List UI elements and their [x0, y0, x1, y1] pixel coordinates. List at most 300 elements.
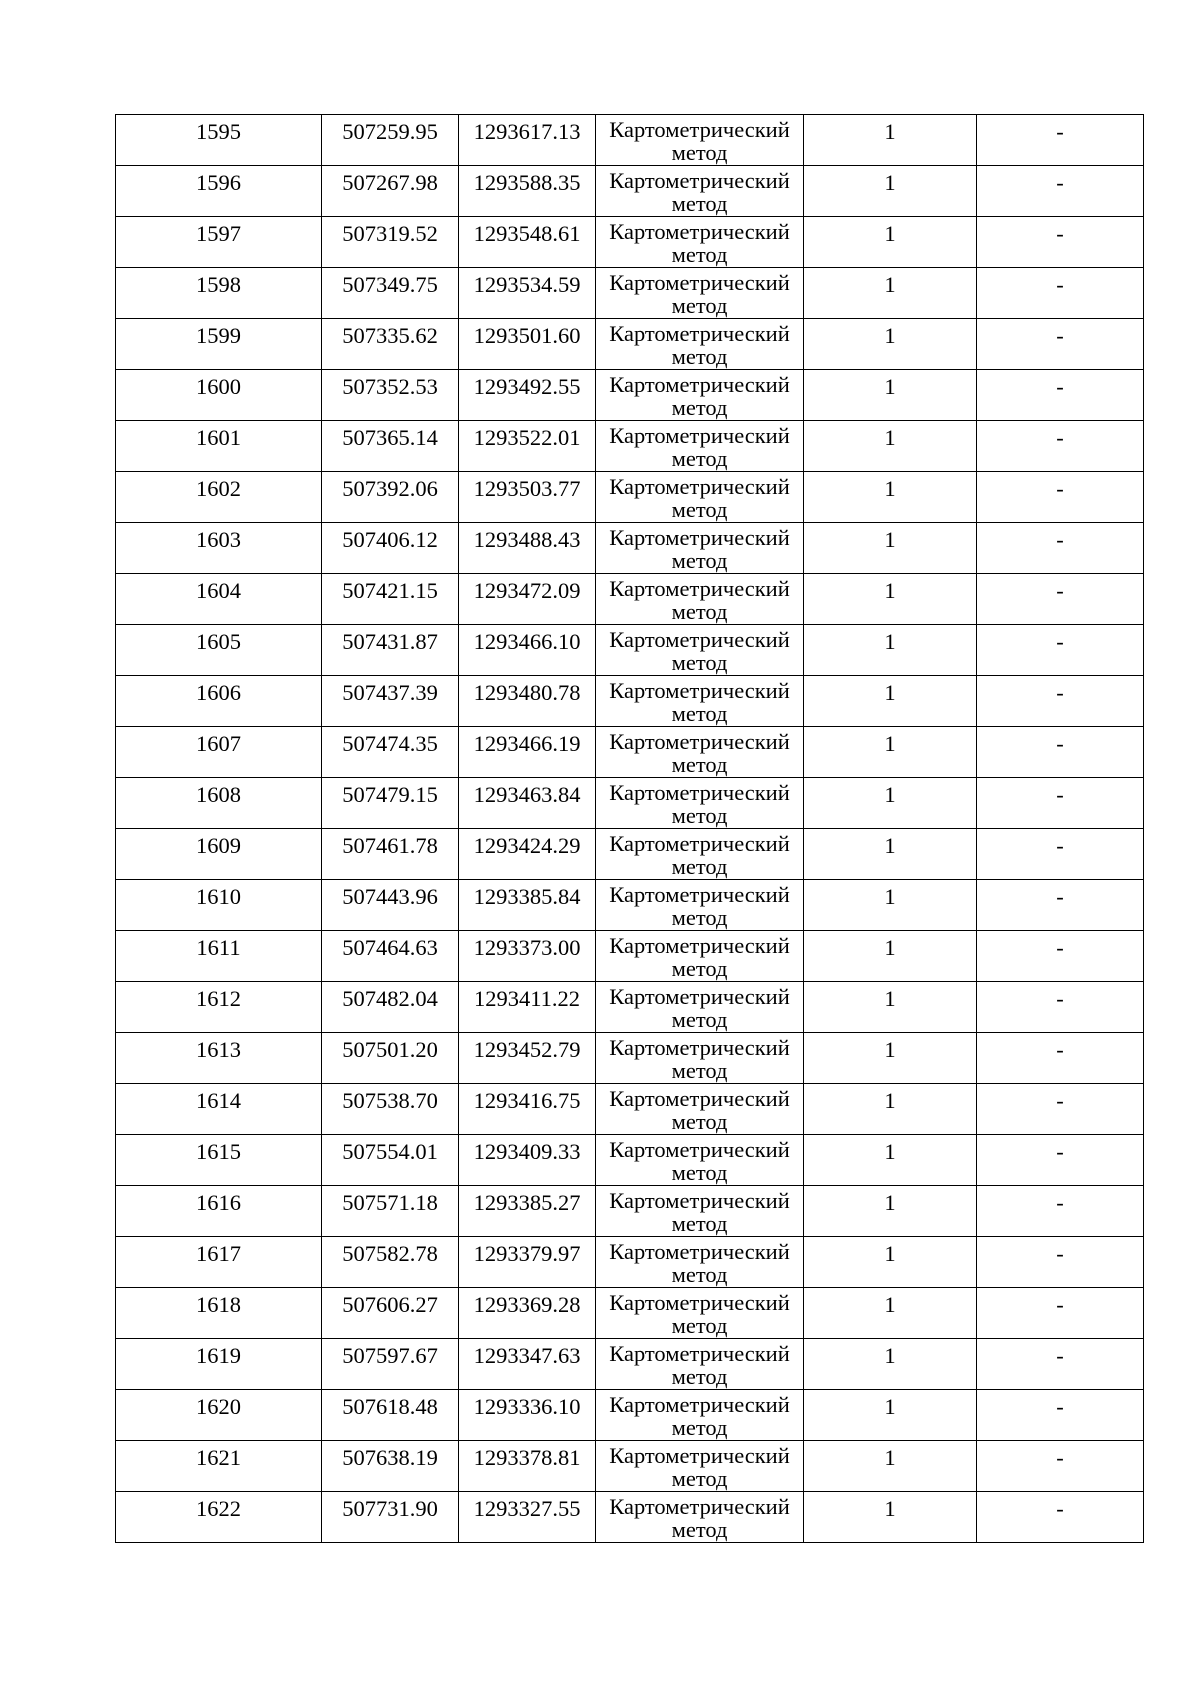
y-coordinate-text: 1293522.01 — [473, 425, 581, 450]
method-text — [596, 1441, 803, 1491]
accuracy-text: 1 — [884, 680, 896, 705]
method-cell — [596, 778, 804, 829]
method-line-1: Картометрический — [609, 525, 790, 550]
point-number-cell — [116, 166, 322, 217]
accuracy-cell — [804, 625, 977, 676]
note-cell — [977, 778, 1144, 829]
y-coordinate-text: 1293411.22 — [473, 986, 581, 1011]
accuracy-cell — [804, 166, 977, 217]
point-number-text: 1595 — [196, 119, 241, 144]
method-text — [596, 217, 803, 267]
method-line-2: метод — [671, 1517, 728, 1542]
note-text: - — [1056, 578, 1064, 603]
x-coordinate-cell — [322, 217, 459, 268]
accuracy-text: 1 — [884, 1088, 896, 1113]
point-number-cell — [116, 268, 322, 319]
accuracy-cell — [804, 574, 977, 625]
y-coordinate-text: 1293379.97 — [473, 1241, 581, 1266]
y-coordinate-cell — [459, 931, 596, 982]
note-cell — [977, 166, 1144, 217]
note-cell — [977, 472, 1144, 523]
method-text — [596, 1135, 803, 1185]
method-cell — [596, 1135, 804, 1186]
accuracy-text: 1 — [884, 1037, 896, 1062]
table-row — [116, 472, 1144, 523]
y-coordinate-text: 1293347.63 — [473, 1343, 581, 1368]
table-row — [116, 1084, 1144, 1135]
x-coordinate-text: 507538.70 — [342, 1088, 438, 1113]
table-row — [116, 370, 1144, 421]
note-cell — [977, 1390, 1144, 1441]
method-text — [596, 115, 803, 165]
point-number-cell — [116, 1186, 322, 1237]
accuracy-cell — [804, 472, 977, 523]
point-number-cell — [116, 1288, 322, 1339]
x-coordinate-text: 507267.98 — [342, 170, 438, 195]
x-coordinate-text: 507554.01 — [342, 1139, 438, 1164]
accuracy-cell — [804, 1492, 977, 1543]
accuracy-cell — [804, 268, 977, 319]
x-coordinate-text: 507606.27 — [342, 1292, 438, 1317]
x-coordinate-cell — [322, 1084, 459, 1135]
method-text — [596, 1186, 803, 1236]
x-coordinate-cell — [322, 166, 459, 217]
x-coordinate-text: 507571.18 — [342, 1190, 438, 1215]
method-line-2: метод — [671, 446, 728, 471]
method-cell — [596, 115, 804, 166]
accuracy-cell — [804, 676, 977, 727]
method-cell — [596, 676, 804, 727]
y-coordinate-cell — [459, 523, 596, 574]
x-coordinate-text: 507582.78 — [342, 1241, 438, 1266]
table-row — [116, 1186, 1144, 1237]
point-number-cell — [116, 931, 322, 982]
point-number-cell — [116, 472, 322, 523]
table-row — [116, 982, 1144, 1033]
coordinates-table — [115, 114, 1144, 1543]
point-number-cell — [116, 115, 322, 166]
accuracy-cell — [804, 931, 977, 982]
note-text: - — [1056, 1088, 1064, 1113]
method-line-2: метод — [671, 395, 728, 420]
point-number-text: 1610 — [196, 884, 241, 909]
method-text — [596, 880, 803, 930]
method-cell — [596, 217, 804, 268]
table-row — [116, 166, 1144, 217]
table-row — [116, 1339, 1144, 1390]
note-cell — [977, 982, 1144, 1033]
x-coordinate-text: 507335.62 — [342, 323, 438, 348]
method-cell — [596, 982, 804, 1033]
x-coordinate-cell — [322, 931, 459, 982]
point-number-text: 1607 — [196, 731, 241, 756]
note-text: - — [1056, 119, 1064, 144]
point-number-text: 1616 — [196, 1190, 241, 1215]
x-coordinate-cell — [322, 1492, 459, 1543]
method-line-2: метод — [671, 1007, 728, 1032]
accuracy-text: 1 — [884, 1394, 896, 1419]
point-number-cell — [116, 982, 322, 1033]
x-coordinate-cell — [322, 1441, 459, 1492]
method-line-1: Картометрический — [609, 627, 790, 652]
y-coordinate-cell — [459, 727, 596, 778]
method-text — [596, 472, 803, 522]
accuracy-text: 1 — [884, 884, 896, 909]
table-row — [116, 1492, 1144, 1543]
point-number-text: 1599 — [196, 323, 241, 348]
point-number-cell — [116, 319, 322, 370]
accuracy-cell — [804, 880, 977, 931]
point-number-text: 1608 — [196, 782, 241, 807]
method-text — [596, 778, 803, 828]
y-coordinate-cell — [459, 1390, 596, 1441]
point-number-text: 1609 — [196, 833, 241, 858]
y-coordinate-text: 1293617.13 — [473, 119, 581, 144]
method-line-2: метод — [671, 293, 728, 318]
y-coordinate-cell — [459, 1237, 596, 1288]
method-line-2: метод — [671, 1109, 728, 1134]
method-line-1: Картометрический — [609, 1188, 790, 1213]
point-number-text: 1602 — [196, 476, 241, 501]
note-text: - — [1056, 1343, 1064, 1368]
y-coordinate-cell — [459, 982, 596, 1033]
method-text — [596, 523, 803, 573]
method-line-2: метод — [671, 1364, 728, 1389]
x-coordinate-text: 507349.75 — [342, 272, 438, 297]
method-cell — [596, 1033, 804, 1084]
note-cell — [977, 1441, 1144, 1492]
note-cell — [977, 1339, 1144, 1390]
y-coordinate-cell — [459, 778, 596, 829]
method-cell — [596, 1186, 804, 1237]
method-line-1: Картометрический — [609, 474, 790, 499]
x-coordinate-text: 507461.78 — [342, 833, 438, 858]
x-coordinate-text: 507406.12 — [342, 527, 438, 552]
x-coordinate-cell — [322, 778, 459, 829]
point-number-cell — [116, 370, 322, 421]
note-text: - — [1056, 1445, 1064, 1470]
note-text: - — [1056, 374, 1064, 399]
note-text: - — [1056, 221, 1064, 246]
y-coordinate-cell — [459, 217, 596, 268]
y-coordinate-cell — [459, 1084, 596, 1135]
method-cell — [596, 880, 804, 931]
y-coordinate-cell — [459, 1339, 596, 1390]
point-number-cell — [116, 676, 322, 727]
note-cell — [977, 421, 1144, 472]
point-number-cell — [116, 574, 322, 625]
accuracy-text: 1 — [884, 221, 896, 246]
method-line-2: метод — [671, 599, 728, 624]
method-text — [596, 1492, 803, 1542]
note-text: - — [1056, 527, 1064, 552]
accuracy-text: 1 — [884, 1292, 896, 1317]
accuracy-cell — [804, 370, 977, 421]
accuracy-cell — [804, 1084, 977, 1135]
note-cell — [977, 574, 1144, 625]
table-row — [116, 1288, 1144, 1339]
x-coordinate-cell — [322, 1033, 459, 1084]
accuracy-text: 1 — [884, 629, 896, 654]
point-number-cell — [116, 523, 322, 574]
method-cell — [596, 1492, 804, 1543]
method-line-2: метод — [671, 344, 728, 369]
point-number-text: 1621 — [196, 1445, 241, 1470]
y-coordinate-cell — [459, 472, 596, 523]
method-line-2: метод — [671, 1058, 728, 1083]
method-cell — [596, 931, 804, 982]
x-coordinate-text: 507392.06 — [342, 476, 438, 501]
y-coordinate-text: 1293588.35 — [473, 170, 581, 195]
accuracy-text: 1 — [884, 425, 896, 450]
y-coordinate-text: 1293501.60 — [473, 323, 581, 348]
method-cell — [596, 1390, 804, 1441]
x-coordinate-text: 507464.63 — [342, 935, 438, 960]
accuracy-cell — [804, 1033, 977, 1084]
point-number-text: 1613 — [196, 1037, 241, 1062]
method-cell — [596, 319, 804, 370]
x-coordinate-cell — [322, 829, 459, 880]
x-coordinate-cell — [322, 523, 459, 574]
accuracy-text: 1 — [884, 272, 896, 297]
point-number-text: 1620 — [196, 1394, 241, 1419]
y-coordinate-text: 1293409.33 — [473, 1139, 581, 1164]
x-coordinate-text: 507259.95 — [342, 119, 438, 144]
y-coordinate-text: 1293548.61 — [473, 221, 581, 246]
note-text: - — [1056, 935, 1064, 960]
method-cell — [596, 472, 804, 523]
accuracy-cell — [804, 523, 977, 574]
method-line-1: Картометрический — [609, 1341, 790, 1366]
point-number-text: 1606 — [196, 680, 241, 705]
y-coordinate-text: 1293480.78 — [473, 680, 581, 705]
y-coordinate-text: 1293369.28 — [473, 1292, 581, 1317]
x-coordinate-cell — [322, 1390, 459, 1441]
accuracy-text: 1 — [884, 1496, 896, 1521]
method-line-1: Картометрический — [609, 219, 790, 244]
method-line-2: метод — [671, 752, 728, 777]
y-coordinate-text: 1293466.10 — [473, 629, 581, 654]
method-line-2: метод — [671, 1262, 728, 1287]
note-cell — [977, 1135, 1144, 1186]
y-coordinate-cell — [459, 1135, 596, 1186]
point-number-cell — [116, 1135, 322, 1186]
coordinates-table-body — [116, 115, 1144, 1543]
method-text — [596, 370, 803, 420]
method-line-2: метод — [671, 242, 728, 267]
y-coordinate-cell — [459, 1033, 596, 1084]
x-coordinate-text: 507365.14 — [342, 425, 438, 450]
note-text: - — [1056, 986, 1064, 1011]
x-coordinate-cell — [322, 880, 459, 931]
point-number-text: 1603 — [196, 527, 241, 552]
note-cell — [977, 727, 1144, 778]
table-row — [116, 268, 1144, 319]
accuracy-text: 1 — [884, 1190, 896, 1215]
table-row — [116, 319, 1144, 370]
x-coordinate-cell — [322, 472, 459, 523]
method-line-2: метод — [671, 650, 728, 675]
table-row — [116, 778, 1144, 829]
note-cell — [977, 880, 1144, 931]
method-line-2: метод — [671, 1466, 728, 1491]
method-cell — [596, 268, 804, 319]
method-line-1: Картометрический — [609, 270, 790, 295]
x-coordinate-text: 507638.19 — [342, 1445, 438, 1470]
table-row — [116, 625, 1144, 676]
method-cell — [596, 370, 804, 421]
x-coordinate-text: 507352.53 — [342, 374, 438, 399]
point-number-text: 1604 — [196, 578, 241, 603]
method-text — [596, 982, 803, 1032]
x-coordinate-cell — [322, 115, 459, 166]
method-line-2: метод — [671, 548, 728, 573]
method-text — [596, 1084, 803, 1134]
accuracy-cell — [804, 829, 977, 880]
note-text: - — [1056, 680, 1064, 705]
accuracy-text: 1 — [884, 935, 896, 960]
accuracy-cell — [804, 421, 977, 472]
accuracy-text: 1 — [884, 476, 896, 501]
note-text: - — [1056, 1394, 1064, 1419]
method-line-2: метод — [671, 854, 728, 879]
y-coordinate-text: 1293466.19 — [473, 731, 581, 756]
method-line-2: метод — [671, 956, 728, 981]
accuracy-text: 1 — [884, 1241, 896, 1266]
method-text — [596, 829, 803, 879]
point-number-text: 1605 — [196, 629, 241, 654]
method-line-1: Картометрический — [609, 168, 790, 193]
method-cell — [596, 421, 804, 472]
accuracy-cell — [804, 217, 977, 268]
x-coordinate-text: 507479.15 — [342, 782, 438, 807]
y-coordinate-cell — [459, 1492, 596, 1543]
y-coordinate-cell — [459, 115, 596, 166]
point-number-cell — [116, 829, 322, 880]
x-coordinate-text: 507474.35 — [342, 731, 438, 756]
accuracy-cell — [804, 727, 977, 778]
point-number-cell — [116, 727, 322, 778]
method-text — [596, 1288, 803, 1338]
method-text — [596, 931, 803, 981]
x-coordinate-text: 507319.52 — [342, 221, 438, 246]
method-text — [596, 1033, 803, 1083]
y-coordinate-text: 1293424.29 — [473, 833, 581, 858]
method-cell — [596, 625, 804, 676]
note-cell — [977, 829, 1144, 880]
point-number-text: 1597 — [196, 221, 241, 246]
method-cell — [596, 574, 804, 625]
y-coordinate-text: 1293488.43 — [473, 527, 581, 552]
y-coordinate-cell — [459, 319, 596, 370]
note-cell — [977, 523, 1144, 574]
method-line-2: метод — [671, 701, 728, 726]
x-coordinate-cell — [322, 1186, 459, 1237]
x-coordinate-text: 507482.04 — [342, 986, 438, 1011]
note-cell — [977, 268, 1144, 319]
y-coordinate-cell — [459, 880, 596, 931]
method-line-1: Картометрический — [609, 576, 790, 601]
accuracy-cell — [804, 1288, 977, 1339]
y-coordinate-text: 1293378.81 — [473, 1445, 581, 1470]
method-text — [596, 319, 803, 369]
method-cell — [596, 523, 804, 574]
point-number-cell — [116, 1441, 322, 1492]
note-cell — [977, 625, 1144, 676]
method-line-1: Картометрический — [609, 729, 790, 754]
x-coordinate-cell — [322, 1339, 459, 1390]
method-text — [596, 166, 803, 216]
table-row — [116, 1033, 1144, 1084]
accuracy-cell — [804, 1339, 977, 1390]
x-coordinate-cell — [322, 1288, 459, 1339]
y-coordinate-cell — [459, 421, 596, 472]
accuracy-cell — [804, 778, 977, 829]
accuracy-text: 1 — [884, 731, 896, 756]
method-line-1: Картометрический — [609, 1494, 790, 1519]
y-coordinate-text: 1293463.84 — [473, 782, 581, 807]
x-coordinate-cell — [322, 625, 459, 676]
accuracy-cell — [804, 1441, 977, 1492]
table-row — [116, 880, 1144, 931]
accuracy-text: 1 — [884, 833, 896, 858]
table-row — [116, 1237, 1144, 1288]
y-coordinate-text: 1293503.77 — [473, 476, 581, 501]
x-coordinate-text: 507431.87 — [342, 629, 438, 654]
x-coordinate-cell — [322, 421, 459, 472]
x-coordinate-cell — [322, 319, 459, 370]
y-coordinate-cell — [459, 166, 596, 217]
point-number-text: 1598 — [196, 272, 241, 297]
note-text: - — [1056, 1037, 1064, 1062]
table-row — [116, 829, 1144, 880]
point-number-cell — [116, 1492, 322, 1543]
accuracy-text: 1 — [884, 1343, 896, 1368]
method-cell — [596, 1237, 804, 1288]
method-cell — [596, 1339, 804, 1390]
accuracy-cell — [804, 1186, 977, 1237]
y-coordinate-cell — [459, 1288, 596, 1339]
point-number-cell — [116, 1084, 322, 1135]
method-text — [596, 676, 803, 726]
note-text: - — [1056, 476, 1064, 501]
method-cell — [596, 1288, 804, 1339]
note-text: - — [1056, 1241, 1064, 1266]
point-number-text: 1622 — [196, 1496, 241, 1521]
y-coordinate-cell — [459, 268, 596, 319]
method-text — [596, 625, 803, 675]
note-cell — [977, 217, 1144, 268]
point-number-cell — [116, 217, 322, 268]
point-number-cell — [116, 1237, 322, 1288]
y-coordinate-cell — [459, 1186, 596, 1237]
y-coordinate-cell — [459, 829, 596, 880]
method-line-1: Картометрический — [609, 423, 790, 448]
accuracy-cell — [804, 1135, 977, 1186]
y-coordinate-cell — [459, 625, 596, 676]
method-cell — [596, 829, 804, 880]
x-coordinate-text: 507597.67 — [342, 1343, 438, 1368]
y-coordinate-cell — [459, 1441, 596, 1492]
table-row — [116, 727, 1144, 778]
note-cell — [977, 1033, 1144, 1084]
note-text: - — [1056, 323, 1064, 348]
method-line-1: Картометрический — [609, 117, 790, 142]
note-cell — [977, 1288, 1144, 1339]
table-row — [116, 523, 1144, 574]
note-cell — [977, 370, 1144, 421]
note-text: - — [1056, 272, 1064, 297]
